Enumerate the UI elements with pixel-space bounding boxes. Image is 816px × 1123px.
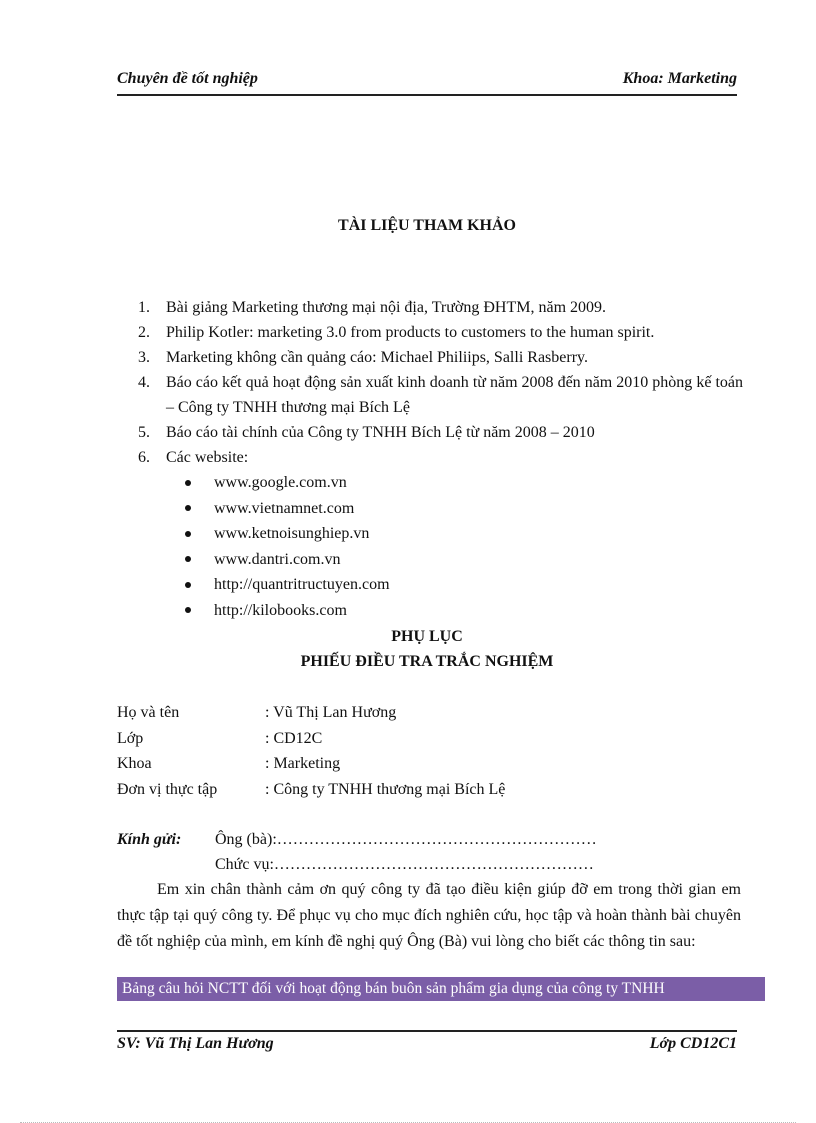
- website-item: http://quantritructuyen.com: [185, 572, 743, 598]
- page-footer: [117, 1030, 737, 1053]
- reference-item: 6. Các website:: [138, 449, 249, 466]
- bullet-icon: [185, 582, 191, 588]
- greeting-block: [117, 827, 737, 877]
- footer-right: Lớp CD12C1: [649, 1035, 737, 1052]
- reference-item: 2. Philip Kotler: marketing 3.0 from products to customers to the human spirit.: [138, 324, 655, 341]
- website-item: http://kilobooks.com: [185, 598, 743, 624]
- student-info: [117, 700, 737, 802]
- bullet-icon: [185, 607, 191, 613]
- footer-left: SV: Vũ Thị Lan Hương: [117, 1035, 274, 1052]
- info-row: Họ và tên : Vũ Thị Lan Hương: [117, 704, 397, 721]
- bullet-icon: [185, 531, 191, 537]
- intro-paragraph: Em xin chân thành cảm ơn quý công ty đã tạo điều kiện giúp đỡ em trong thời gian em thực tập tại quý công ty. Để phục vụ cho mục đích nghiên cứu, học tập và hoàn thành bài chuyên đề tốt nghiệp của mình, em kính đề nghị quý Ông (Bà) vui lòng cho biết các thông tin sau:: [117, 881, 741, 950]
- website-item: www.google.com.vn: [185, 470, 743, 496]
- info-row: Khoa : Marketing: [117, 755, 341, 772]
- appendix-heading: [117, 624, 737, 674]
- website-list-wrapper: [138, 470, 743, 623]
- reference-item: 3. Marketing không cần quảng cáo: Michael Philiips, Salli Rasberry.: [138, 349, 588, 366]
- reference-item: 4. Báo cáo kết quả hoạt động sản xuất kinh doanh từ năm 2008 đến năm 2010 phòng kế toán – Công ty TNHH thương mại Bích Lệ: [138, 374, 743, 416]
- website-item: www.ketnoisunghiep.vn: [185, 521, 743, 547]
- page-title: TÀI LIỆU THAM KHẢO: [338, 217, 516, 234]
- bullet-icon: [185, 505, 191, 511]
- reference-item: 5. Báo cáo tài chính của Công ty TNHH Bích Lệ từ năm 2008 – 2010: [138, 424, 595, 441]
- website-list: [138, 470, 743, 623]
- header-left: Chuyên đề tốt nghiệp: [117, 70, 258, 87]
- greeting-label: Kính gửi:: [117, 831, 182, 848]
- info-row: Lớp : CD12C: [117, 729, 323, 747]
- appendix-subtitle: PHIẾU ĐIỀU TRA TRẮC NGHIỆM: [300, 653, 554, 670]
- website-item: www.dantri.com.vn: [185, 547, 743, 573]
- bullet-icon: [185, 556, 191, 562]
- survey-banner: Bảng câu hỏi NCTT đối với hoạt động bán buôn sản phẩm gia dụng của công ty TNHH: [117, 977, 765, 1001]
- greeting-position: Chức vụ:……………………………………………………: [215, 856, 594, 873]
- info-row: Đơn vị thực tập : Công ty TNHH thương mại Bích Lệ: [117, 780, 506, 798]
- page-header: [117, 70, 737, 96]
- greeting-recipient: Ông (bà):……………………………………………………: [215, 831, 597, 848]
- reference-item: 1. Bài giảng Marketing thương mại nội địa, Trường ĐHTM, năm 2009.: [138, 299, 607, 316]
- bullet-icon: [185, 480, 191, 486]
- website-item: www.vietnamnet.com: [185, 496, 743, 522]
- reference-list: [138, 295, 743, 623]
- appendix-title: PHỤ LỤC: [391, 628, 463, 645]
- header-right: Khoa: Marketing: [622, 70, 737, 87]
